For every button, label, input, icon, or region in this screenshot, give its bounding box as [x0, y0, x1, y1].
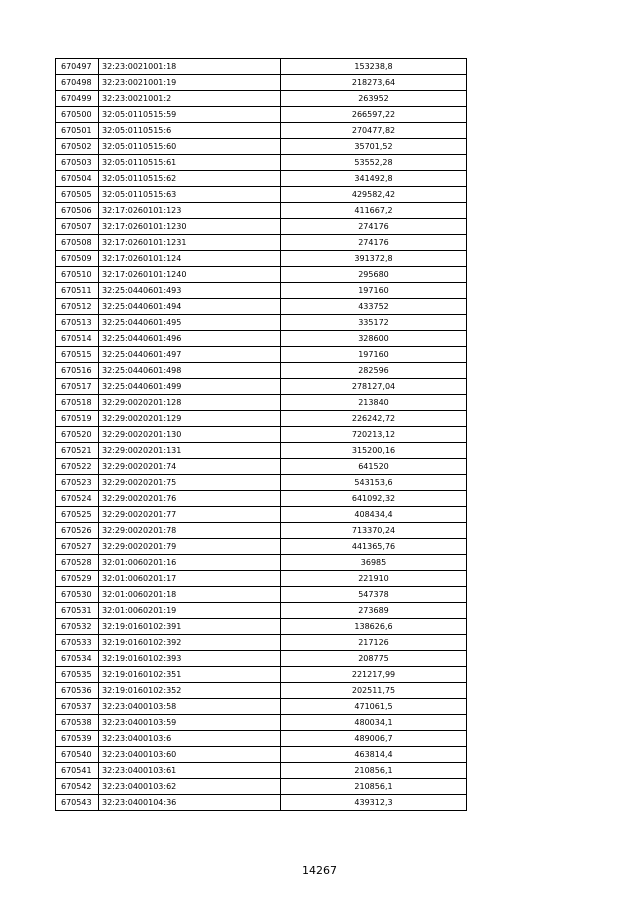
row-id-cell: 670522: [56, 459, 99, 475]
row-id-cell: 670498: [56, 75, 99, 91]
value-cell: 282596: [281, 363, 467, 379]
table-row: [56, 187, 467, 203]
row-id-cell: 670518: [56, 395, 99, 411]
table-row: [56, 395, 467, 411]
table-row: [56, 587, 467, 603]
row-id-cell: 670513: [56, 315, 99, 331]
value-cell: 263952: [281, 91, 467, 107]
cadastral-number-cell: 32:19:0160102:392: [99, 635, 281, 651]
value-cell: 341492,8: [281, 171, 467, 187]
value-cell: 36985: [281, 555, 467, 571]
cadastral-number-cell: 32:29:0020201:79: [99, 539, 281, 555]
row-id-cell: 670528: [56, 555, 99, 571]
cadastral-number-cell: 32:01:0060201:19: [99, 603, 281, 619]
row-id-cell: 670499: [56, 91, 99, 107]
value-cell: 53552,28: [281, 155, 467, 171]
cadastral-number-cell: 32:29:0020201:128: [99, 395, 281, 411]
value-cell: 720213,12: [281, 427, 467, 443]
value-cell: 441365,76: [281, 539, 467, 555]
table-row: [56, 683, 467, 699]
table-row: [56, 443, 467, 459]
table-row: [56, 507, 467, 523]
table-row: [56, 363, 467, 379]
table-row: [56, 91, 467, 107]
table-row: [56, 667, 467, 683]
row-id-cell: 670503: [56, 155, 99, 171]
row-id-cell: 670533: [56, 635, 99, 651]
table-row: [56, 267, 467, 283]
row-id-cell: 670501: [56, 123, 99, 139]
table-row: [56, 139, 467, 155]
cadastral-number-cell: 32:23:0021001:19: [99, 75, 281, 91]
cadastral-number-cell: 32:01:0060201:18: [99, 587, 281, 603]
value-cell: 208775: [281, 651, 467, 667]
value-cell: 480034,1: [281, 715, 467, 731]
table-row: [56, 635, 467, 651]
cadastral-number-cell: 32:19:0160102:393: [99, 651, 281, 667]
cadastral-number-cell: 32:23:0021001:18: [99, 59, 281, 75]
cadastral-number-cell: 32:23:0400103:61: [99, 763, 281, 779]
value-cell: 315200,16: [281, 443, 467, 459]
row-id-cell: 670539: [56, 731, 99, 747]
row-id-cell: 670531: [56, 603, 99, 619]
row-id-cell: 670535: [56, 667, 99, 683]
value-cell: 274176: [281, 235, 467, 251]
table-row: [56, 331, 467, 347]
row-id-cell: 670509: [56, 251, 99, 267]
value-cell: 295680: [281, 267, 467, 283]
row-id-cell: 670537: [56, 699, 99, 715]
cadastral-number-cell: 32:23:0021001:2: [99, 91, 281, 107]
row-id-cell: 670529: [56, 571, 99, 587]
cadastral-number-cell: 32:29:0020201:131: [99, 443, 281, 459]
row-id-cell: 670530: [56, 587, 99, 603]
data-table: [55, 58, 467, 811]
row-id-cell: 670526: [56, 523, 99, 539]
cadastral-number-cell: 32:17:0260101:1240: [99, 267, 281, 283]
value-cell: 391372,8: [281, 251, 467, 267]
table-row: [56, 171, 467, 187]
cadastral-number-cell: 32:19:0160102:351: [99, 667, 281, 683]
cadastral-number-cell: 32:17:0260101:1231: [99, 235, 281, 251]
row-id-cell: 670543: [56, 795, 99, 811]
row-id-cell: 670504: [56, 171, 99, 187]
cadastral-number-cell: 32:23:0400103:6: [99, 731, 281, 747]
table-row: [56, 651, 467, 667]
value-cell: 221910: [281, 571, 467, 587]
table-row: [56, 251, 467, 267]
table-row: [56, 75, 467, 91]
table-row: [56, 475, 467, 491]
table-row: [56, 299, 467, 315]
value-cell: 641520: [281, 459, 467, 475]
value-cell: 713370,24: [281, 523, 467, 539]
value-cell: 471061,5: [281, 699, 467, 715]
table-row: [56, 459, 467, 475]
value-cell: 411667,2: [281, 203, 467, 219]
value-cell: 641092,32: [281, 491, 467, 507]
row-id-cell: 670507: [56, 219, 99, 235]
cadastral-number-cell: 32:17:0260101:124: [99, 251, 281, 267]
table-row: [56, 219, 467, 235]
cadastral-number-cell: 32:29:0020201:129: [99, 411, 281, 427]
cadastral-number-cell: 32:01:0060201:17: [99, 571, 281, 587]
row-id-cell: 670534: [56, 651, 99, 667]
cadastral-number-cell: 32:05:0110515:61: [99, 155, 281, 171]
cadastral-number-cell: 32:25:0440601:499: [99, 379, 281, 395]
cadastral-number-cell: 32:25:0440601:497: [99, 347, 281, 363]
row-id-cell: 670524: [56, 491, 99, 507]
value-cell: 429582,42: [281, 187, 467, 203]
row-id-cell: 670523: [56, 475, 99, 491]
table-row: [56, 779, 467, 795]
row-id-cell: 670515: [56, 347, 99, 363]
table-row: [56, 283, 467, 299]
row-id-cell: 670517: [56, 379, 99, 395]
cadastral-number-cell: 32:29:0020201:130: [99, 427, 281, 443]
cadastral-number-cell: 32:29:0020201:75: [99, 475, 281, 491]
cadastral-number-cell: 32:29:0020201:78: [99, 523, 281, 539]
row-id-cell: 670508: [56, 235, 99, 251]
row-id-cell: 670497: [56, 59, 99, 75]
cadastral-number-cell: 32:23:0400103:58: [99, 699, 281, 715]
value-cell: 202511,75: [281, 683, 467, 699]
cadastral-number-cell: 32:23:0400103:59: [99, 715, 281, 731]
cadastral-number-cell: 32:29:0020201:76: [99, 491, 281, 507]
table-row: [56, 107, 467, 123]
cadastral-number-cell: 32:05:0110515:6: [99, 123, 281, 139]
row-id-cell: 670540: [56, 747, 99, 763]
value-cell: 543153,6: [281, 475, 467, 491]
row-id-cell: 670520: [56, 427, 99, 443]
table-row: [56, 155, 467, 171]
cadastral-number-cell: 32:01:0060201:16: [99, 555, 281, 571]
row-id-cell: 670505: [56, 187, 99, 203]
row-id-cell: 670538: [56, 715, 99, 731]
table-row: [56, 603, 467, 619]
row-id-cell: 670514: [56, 331, 99, 347]
row-id-cell: 670542: [56, 779, 99, 795]
value-cell: 274176: [281, 219, 467, 235]
cadastral-number-cell: 32:25:0440601:493: [99, 283, 281, 299]
row-id-cell: 670521: [56, 443, 99, 459]
value-cell: 266597,22: [281, 107, 467, 123]
value-cell: 153238,8: [281, 59, 467, 75]
value-cell: 197160: [281, 347, 467, 363]
cadastral-number-cell: 32:05:0110515:62: [99, 171, 281, 187]
value-cell: 489006,7: [281, 731, 467, 747]
value-cell: 463814,4: [281, 747, 467, 763]
table-row: [56, 347, 467, 363]
value-cell: 213840: [281, 395, 467, 411]
value-cell: 197160: [281, 283, 467, 299]
row-id-cell: 670532: [56, 619, 99, 635]
row-id-cell: 670500: [56, 107, 99, 123]
value-cell: 547378: [281, 587, 467, 603]
value-cell: 218273,64: [281, 75, 467, 91]
value-cell: 35701,52: [281, 139, 467, 155]
table-row: [56, 539, 467, 555]
table-row: [56, 555, 467, 571]
value-cell: 335172: [281, 315, 467, 331]
table-row: [56, 235, 467, 251]
table-row: [56, 731, 467, 747]
cadastral-number-cell: 32:25:0440601:495: [99, 315, 281, 331]
table-body: [56, 59, 467, 811]
cadastral-number-cell: 32:05:0110515:59: [99, 107, 281, 123]
cadastral-number-cell: 32:25:0440601:498: [99, 363, 281, 379]
cadastral-number-cell: 32:23:0400104:36: [99, 795, 281, 811]
row-id-cell: 670510: [56, 267, 99, 283]
table-row: [56, 523, 467, 539]
table-row: [56, 715, 467, 731]
cadastral-number-cell: 32:05:0110515:63: [99, 187, 281, 203]
table-row: [56, 411, 467, 427]
table-row: [56, 763, 467, 779]
table-row: [56, 427, 467, 443]
row-id-cell: 670541: [56, 763, 99, 779]
value-cell: 408434,4: [281, 507, 467, 523]
table-row: [56, 203, 467, 219]
table-row: [56, 315, 467, 331]
cadastral-number-cell: 32:05:0110515:60: [99, 139, 281, 155]
table-row: [56, 795, 467, 811]
cadastral-number-cell: 32:17:0260101:1230: [99, 219, 281, 235]
value-cell: 439312,3: [281, 795, 467, 811]
table-row: [56, 491, 467, 507]
value-cell: 226242,72: [281, 411, 467, 427]
table-row: [56, 59, 467, 75]
cadastral-number-cell: 32:25:0440601:494: [99, 299, 281, 315]
row-id-cell: 670516: [56, 363, 99, 379]
row-id-cell: 670536: [56, 683, 99, 699]
value-cell: 273689: [281, 603, 467, 619]
value-cell: 210856,1: [281, 763, 467, 779]
row-id-cell: 670506: [56, 203, 99, 219]
cadastral-number-cell: 32:19:0160102:391: [99, 619, 281, 635]
table-row: [56, 123, 467, 139]
row-id-cell: 670512: [56, 299, 99, 315]
table-row: [56, 379, 467, 395]
cadastral-number-cell: 32:29:0020201:74: [99, 459, 281, 475]
value-cell: 138626,6: [281, 619, 467, 635]
cadastral-number-cell: 32:23:0400103:60: [99, 747, 281, 763]
table-row: [56, 571, 467, 587]
value-cell: 217126: [281, 635, 467, 651]
cadastral-number-cell: 32:25:0440601:496: [99, 331, 281, 347]
row-id-cell: 670511: [56, 283, 99, 299]
table-row: [56, 699, 467, 715]
row-id-cell: 670525: [56, 507, 99, 523]
row-id-cell: 670527: [56, 539, 99, 555]
value-cell: 221217,99: [281, 667, 467, 683]
row-id-cell: 670519: [56, 411, 99, 427]
value-cell: 278127,04: [281, 379, 467, 395]
row-id-cell: 670502: [56, 139, 99, 155]
cadastral-number-cell: 32:23:0400103:62: [99, 779, 281, 795]
table-row: [56, 747, 467, 763]
value-cell: 433752: [281, 299, 467, 315]
cadastral-number-cell: 32:19:0160102:352: [99, 683, 281, 699]
cadastral-number-cell: 32:29:0020201:77: [99, 507, 281, 523]
table-row: [56, 619, 467, 635]
page-number: 14267: [302, 864, 337, 877]
value-cell: 270477,82: [281, 123, 467, 139]
value-cell: 328600: [281, 331, 467, 347]
value-cell: 210856,1: [281, 779, 467, 795]
cadastral-number-cell: 32:17:0260101:123: [99, 203, 281, 219]
